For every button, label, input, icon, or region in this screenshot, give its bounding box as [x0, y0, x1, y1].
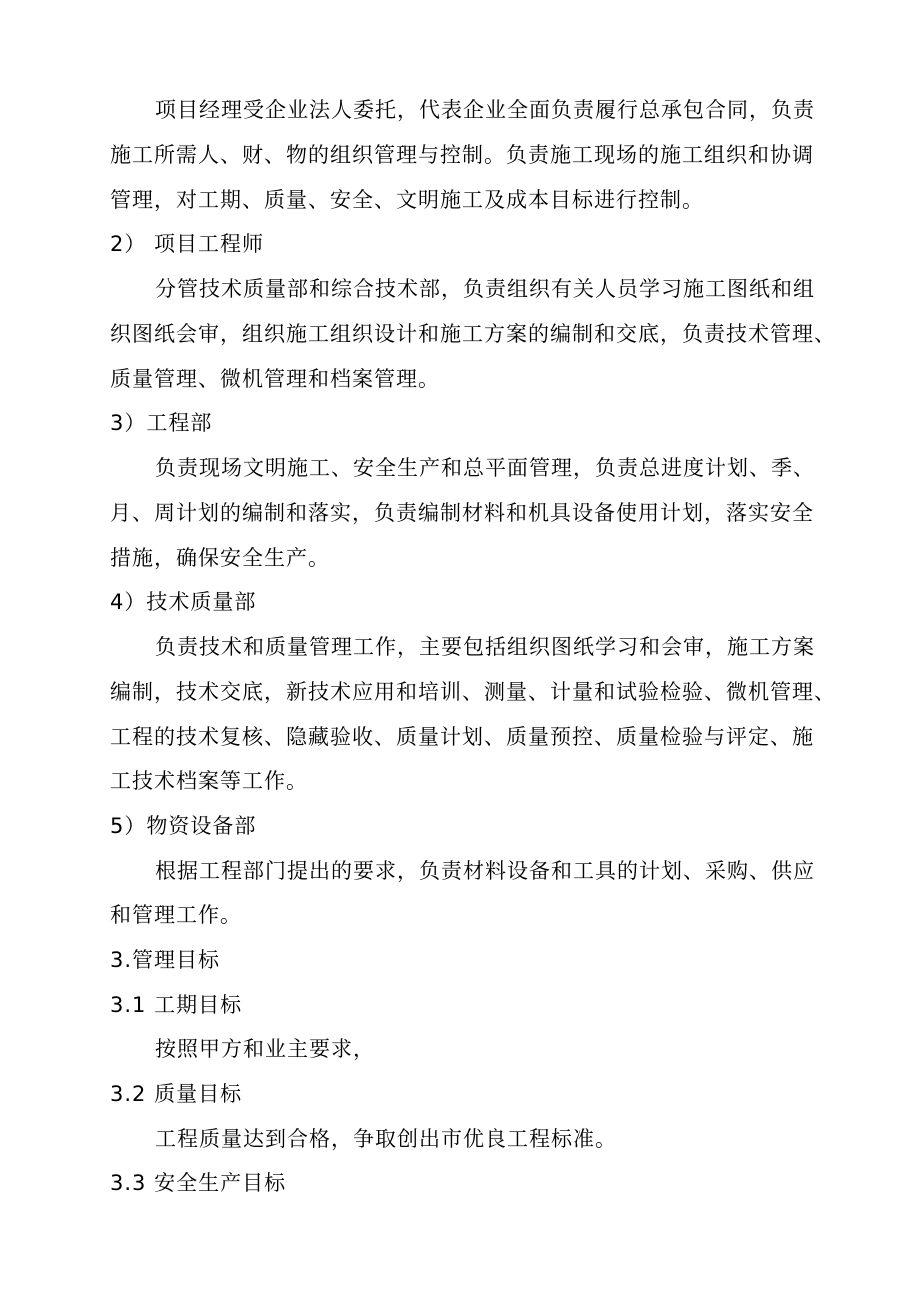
paragraph-line: 措施，确保安全生产。 — [110, 546, 330, 570]
paragraph-line: 管理，对工期、质量、安全、文明施工及成本目标进行控制。 — [110, 188, 704, 212]
section-heading: 5）物资设备部 — [110, 814, 257, 838]
paragraph-line: 工程质量达到合格，争取创出市优良工程标准。 — [155, 1127, 617, 1151]
paragraph-line: 根据工程部门提出的要求，负责材料设备和工具的计划、采购、供应 — [155, 859, 815, 883]
paragraph-line: 编制，技术交底，新技术应用和培训、测量、计量和试验检验、微机管理、 — [110, 680, 836, 704]
subsection-heading: 3.2 质量目标 — [110, 1082, 243, 1106]
paragraph-line: 工技术档案等工作。 — [110, 769, 308, 793]
section-heading: 2） 项目工程师 — [110, 232, 265, 256]
paragraph-line: 质量管理、微机管理和档案管理。 — [110, 367, 440, 391]
paragraph-line: 负责现场文明施工、安全生产和总平面管理，负责总进度计划、季、 — [155, 456, 815, 480]
paragraph-line: 织图纸会审，组织施工组织设计和施工方案的编制和交底，负责技术管理、 — [110, 322, 836, 346]
paragraph-line: 和管理工作。 — [110, 903, 242, 927]
paragraph-line: 分管技术质量部和综合技术部，负责组织有关人员学习施工图纸和组 — [155, 277, 815, 301]
section-heading: 4）技术质量部 — [110, 590, 257, 614]
paragraph-line: 施工所需人、财、物的组织管理与控制。负责施工现场的施工组织和协调 — [110, 143, 814, 167]
paragraph-line: 工程的技术复核、隐藏验收、质量计划、质量预控、质量检验与评定、施 — [110, 725, 814, 749]
section-heading: 3）工程部 — [110, 411, 213, 435]
paragraph-line: 负责技术和质量管理工作，主要包括组织图纸学习和会审，施工方案 — [155, 635, 815, 659]
paragraph-line: 月、周计划的编制和落实，负责编制材料和机具设备使用计划，落实安全 — [110, 501, 814, 525]
paragraph-line: 按照甲方和业主要求， — [155, 1037, 375, 1061]
paragraph-line: 项目经理受企业法人委托，代表企业全面负责履行总承包合同，负责 — [155, 98, 815, 122]
subsection-heading: 3.3 安全生产目标 — [110, 1171, 287, 1195]
subsection-heading: 3.1 工期目标 — [110, 993, 243, 1017]
section-heading: 3.管理目标 — [110, 948, 221, 972]
